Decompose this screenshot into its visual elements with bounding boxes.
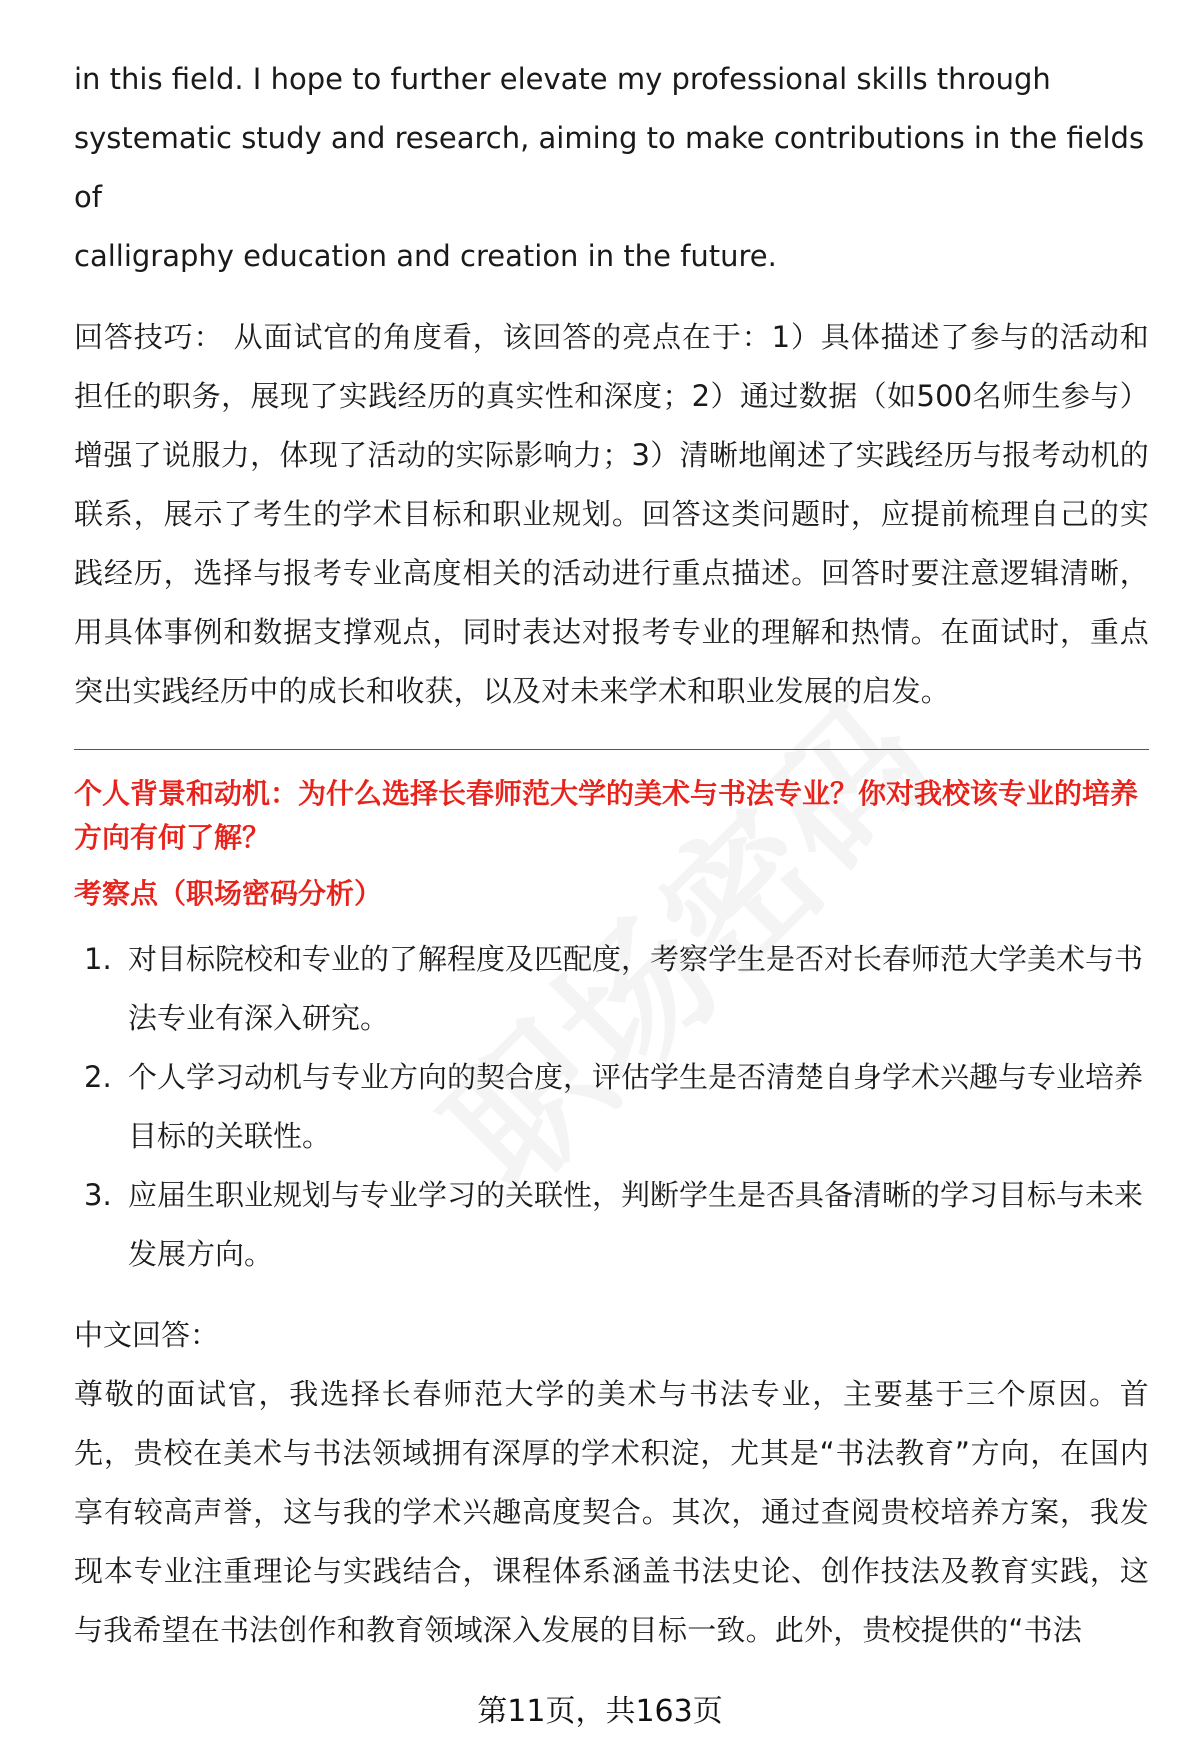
list-number: 2. (84, 1060, 112, 1094)
question-title: 个人背景和动机：为什么选择长春师范大学的美术与书法专业？你对我校该专业的培养方向有何了解？ (74, 777, 1139, 854)
english-line: in this field. I hope to further elevate my professional skills through (74, 62, 1051, 96)
tips-text: 从面试官的角度看，该回答的亮点在于：1）具体描述了参与的活动和担任的职务，展现了实践经历的真实性和深度；2）通过数据（如500名师生参与）增强了说服力，体现了活动的实际影响力；3）清晰地阐述了实践经历与报考动机的联系，展示了考生的学术目标和职业规划。回答这类问题时，应提前梳理自己的实践经历，选择与报考专业高度相关的活动进行重点描述。回答时要注意逻辑清晰，用具体事例和数据支撑观点，同时表达对报考专业的理解和热情。在面试时，重点突出实践经历中的成长和收获，以及对未来学术和职业发展的启发。 (74, 320, 1149, 708)
page-footer: 第11页，共163页 (477, 1694, 723, 1729)
list-item (74, 1166, 1149, 1284)
section-divider (74, 749, 1149, 750)
tips-label: 回答技巧： (74, 320, 224, 354)
list-number: 3. (84, 1178, 112, 1212)
chinese-answer-label: 中文回答： (74, 1318, 220, 1352)
chinese-answer-text: 尊敬的面试官，我选择长春师范大学的美术与书法专业，主要基于三个原因。首先，贵校在美术与书法领域拥有深厚的学术积淀，尤其是“书法教育”方向，在国内享有较高声誉，这与我的学术兴趣高度契合。其次，通过查阅贵校培养方案，我发现本专业注重理论与实践结合，课程体系涵盖书法史论、创作技法及教育实践，这与我希望在书法创作和教育领域深入发展的目标一致。此外，贵校提供的“书法 (74, 1377, 1149, 1647)
list-text: 应届生职业规划与专业学习的关联性，判断学生是否具备清晰的学习目标与未来发展方向。 (128, 1178, 1144, 1271)
answer-tips (74, 308, 1149, 721)
list-item (74, 930, 1149, 1048)
english-line: calligraphy education and creation in the future. (74, 239, 777, 273)
list-text: 个人学习动机与专业方向的契合度，评估学生是否清楚自身学术兴趣与专业培养目标的关联性。 (128, 1060, 1144, 1153)
english-line: systematic study and research, aiming to make contributions in the fields of (74, 121, 1145, 214)
list-text: 对目标院校和专业的了解程度及匹配度，考察学生是否对长春师范大学美术与书法专业有深入研究。 (128, 942, 1144, 1035)
document-page (74, 50, 1149, 1660)
list-item (74, 1048, 1149, 1166)
english-answer-tail (74, 50, 1149, 286)
exam-points-title: 考察点（职场密码分析） (74, 877, 383, 910)
exam-points-list (74, 930, 1149, 1284)
list-number: 1. (84, 942, 112, 976)
